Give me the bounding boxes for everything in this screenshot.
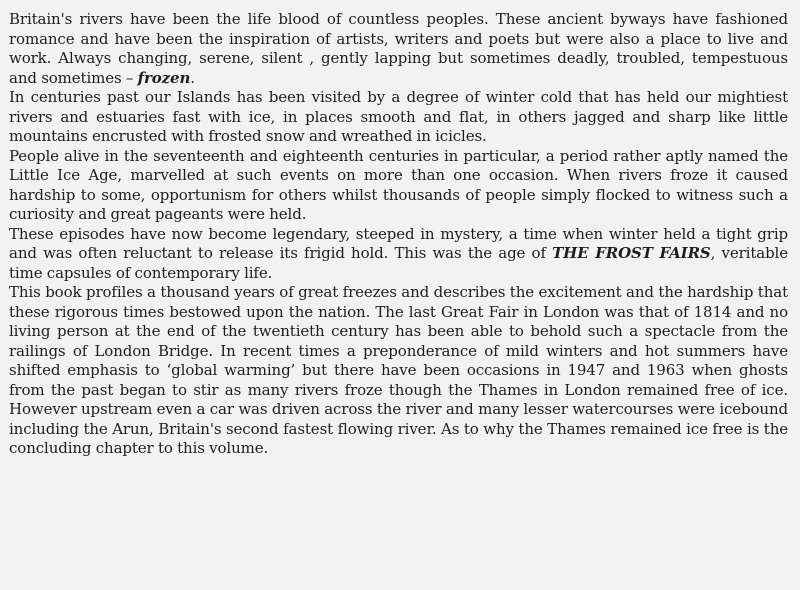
paragraph-4-emphasis: THE FROST FAIRS xyxy=(552,244,711,262)
paragraph-1-end: . xyxy=(190,68,195,87)
paragraph-4-end: , veritable time capsules of contemporary life. xyxy=(9,244,788,282)
paragraph-1-emphasis: frozen xyxy=(137,68,191,87)
paragraph-4-text: These episodes have now become legendary, steeped in mystery, a time when winter held a tight grip and was often reluctant to release its frigid hold. This was the age of xyxy=(9,224,788,262)
paragraph-5: This book profiles a thousand years of great freezes and describes the excitement and the hardship that these rigorous times bestowed upon the nation. The last Great Fair in London was that of 1814 and no living person at the end of the twentieth century has been able to behold such a spectacle from the railings of London Bridge. In recent times a preponderance of mild winters and hot summers have shifted emphasis to ‘global warming’ but there have been occasions in 1947 and 1963 when ghosts from the past began to stir as many rivers froze though the Thames in London remained free of ice. However upstream even a car was driven across the river and many lesser watercourses were icebound including the Arun, Britain's second fastest flowing river. As to why the Thames remained ice free is the concluding chapter to this volume. xyxy=(9,283,788,457)
paragraph-2: In centuries past our Islands has been visited by a degree of winter cold that has held our mightiest rivers and estuaries fast with ice, in places smooth and flat, in others jagged and sharp like little mountains encrusted with frosted snow and wreathed in icicles. xyxy=(9,88,788,145)
paragraph-3: People alive in the seventeenth and eighteenth centuries in particular, a period rather aptly named the Little Ice Age, marvelled at such events on more than one occasion. When rivers froze it caused hardship to some, opportunism for others whilst thousands of people simply flocked to witness such a curiosity and great pageants were held. xyxy=(9,146,788,223)
paragraph-1 xyxy=(9,10,788,88)
paragraph-1-text: Britain's rivers have been the life blood of countless peoples. These ancient byways have fashioned romance and have been the inspiration of artists, writers and poets but were also a place to live and work. Always changing, serene, silent , gently lapping but sometimes deadly, troubled, tempestuous and sometimes – xyxy=(9,10,788,87)
paragraph-4 xyxy=(9,225,788,284)
